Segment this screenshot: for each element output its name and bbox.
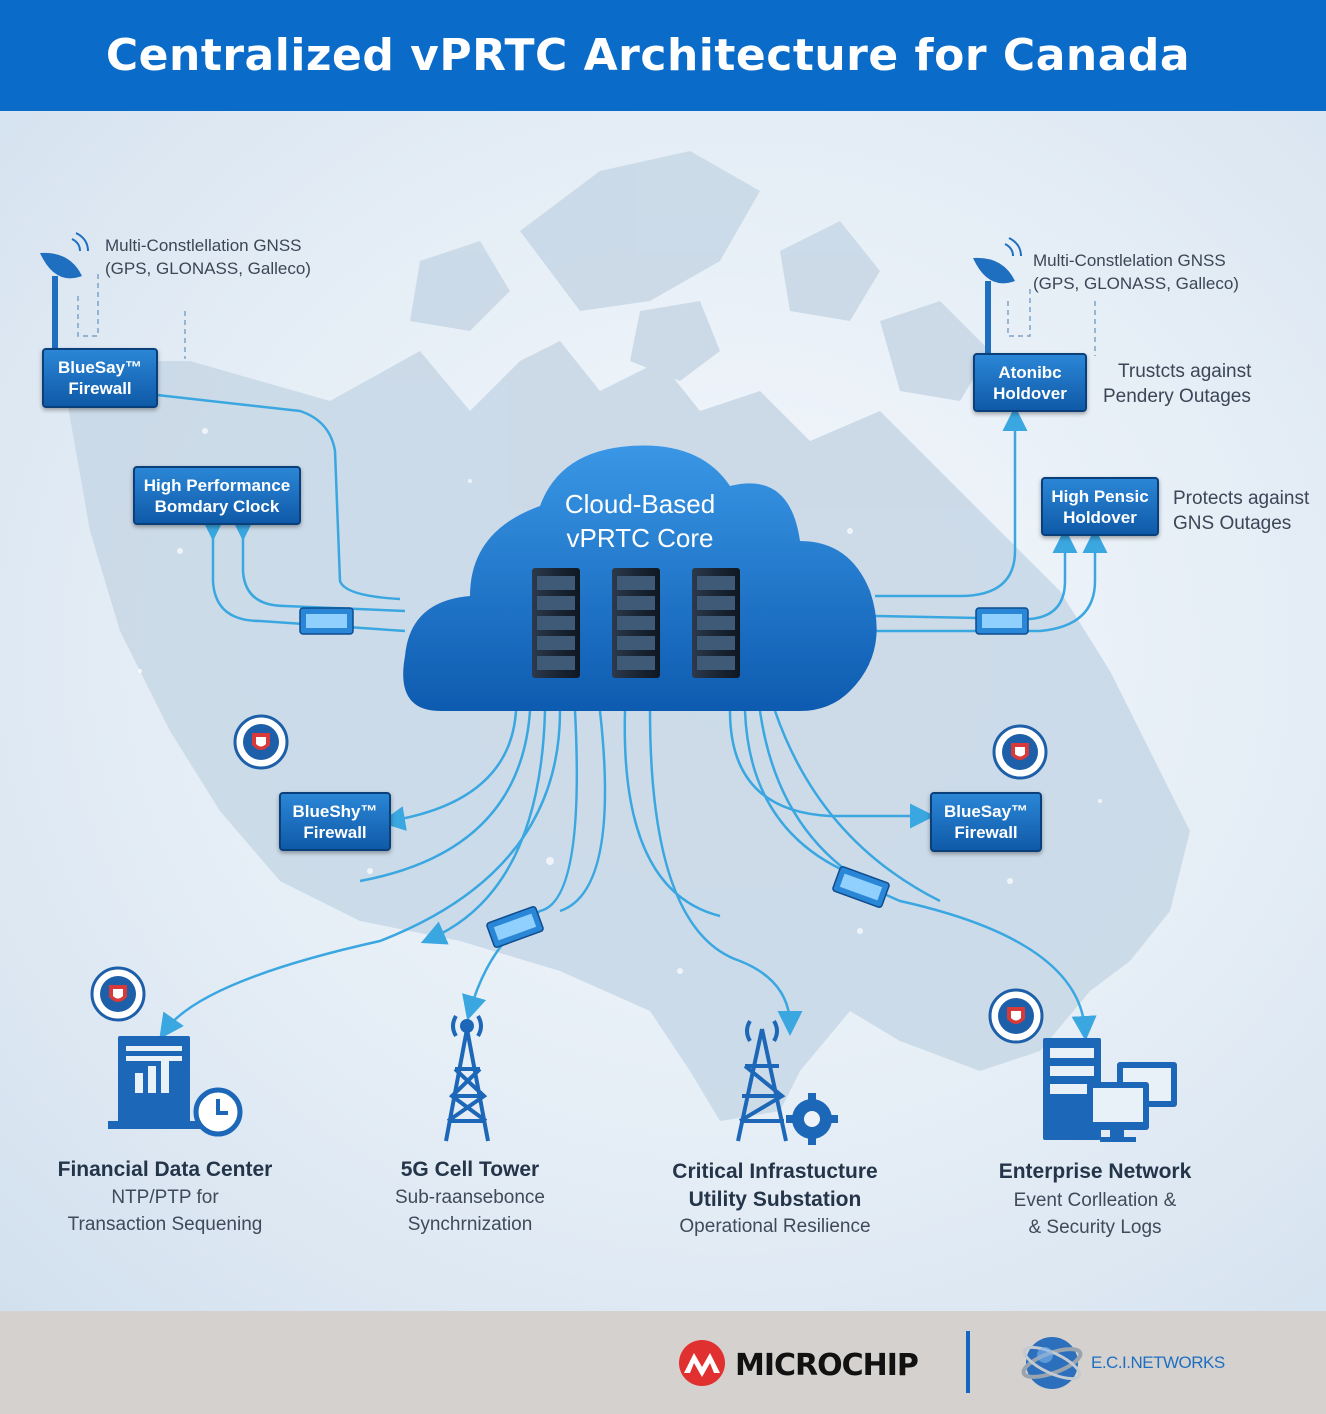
- boundary-clock-line2: Bomdary Clock: [154, 496, 280, 516]
- data-center-icon: [108, 1036, 240, 1134]
- cloud-line1: Cloud-Based: [564, 489, 716, 519]
- cell-tower-icon: [446, 1016, 488, 1141]
- microchip-wordmark: MICROCHIP: [735, 1348, 918, 1383]
- endpoint-celltower-sub: [360, 1184, 580, 1238]
- endpoint-celltower-sub2: Synchrnization: [407, 1214, 533, 1235]
- atomic-holdover-line1: Atonibc: [998, 362, 1062, 382]
- cloud-core-label: [520, 487, 760, 555]
- enterprise-network-icon: [1043, 1038, 1177, 1142]
- gnss-right-line1: Multi-Constlelation GNSS: [1033, 251, 1226, 270]
- firewall-box-top-left: [42, 348, 158, 408]
- cloud-line2: vPRTC Core: [566, 523, 714, 553]
- endpoint-financial-sub1: NTP/PTP for: [111, 1187, 219, 1208]
- diagram-canvas: [0, 111, 1326, 1311]
- endpoint-financial-title: Financial Data Center: [57, 1158, 273, 1181]
- endpoint-enterprise-sub1: Event Corlleation &: [1013, 1190, 1177, 1211]
- endpoint-financial-sub: [30, 1184, 300, 1238]
- footer-bar: [0, 1311, 1326, 1414]
- gnss-right-line2: (GPS, GLONASS, Galleco): [1033, 274, 1239, 293]
- high-perf-note-line2: GNS Outages: [1173, 513, 1292, 534]
- atomic-holdover-line2: Holdover: [993, 383, 1067, 403]
- firewall-top-left-line2: Firewall: [68, 379, 132, 398]
- endpoint-enterprise-sub: [960, 1187, 1230, 1241]
- endpoint-infra-title: [640, 1158, 910, 1214]
- endpoint-infra-title2: Utility Substation: [688, 1188, 862, 1211]
- endpoint-enterprise-title: Enterprise Network: [998, 1160, 1192, 1183]
- eci-globe-logo-icon: [1020, 1331, 1084, 1395]
- eci-networks-wordmark: E.C.I.NETWORKS: [1091, 1353, 1225, 1372]
- atomic-note-line2: Pendery Outages: [1103, 386, 1251, 407]
- atomic-note: [1103, 359, 1251, 409]
- firewall-box-mid-left: [279, 792, 391, 851]
- firewall-mid-right-line1: BlueSay™: [943, 802, 1029, 821]
- endpoint-infra-sub: Operational Resilience: [679, 1216, 871, 1237]
- high-perf-note-line1: Protects against: [1173, 488, 1310, 509]
- endpoint-celltower-sub1: Sub-raansebonce: [395, 1187, 545, 1208]
- endpoint-financial-sub2: Transaction Sequening: [67, 1214, 263, 1235]
- page-title: Centralized vPRTC Architecture for Canada: [105, 30, 1191, 81]
- footer-divider: [966, 1331, 970, 1393]
- endpoint-infra-title1: Critical Infrastucture: [672, 1160, 878, 1183]
- microchip-logo-icon: [676, 1339, 728, 1387]
- satellite-dish-icon-right: [973, 238, 1021, 356]
- gnss-left-line2: (GPS, GLONASS, Galleco): [105, 259, 311, 278]
- high-perf-note: [1173, 486, 1309, 536]
- firewall-mid-left-line2: Firewall: [303, 822, 367, 842]
- gnss-label-right: [1033, 249, 1239, 295]
- atomic-note-line1: Trustcts against: [1118, 361, 1252, 382]
- boundary-clock-line1: High Performance: [143, 475, 291, 495]
- firewall-box-mid-right: [930, 792, 1042, 852]
- satellite-dish-icon-left: [40, 233, 88, 351]
- gnss-left-line1: Multi-Constlellation GNSS: [105, 236, 302, 255]
- gnss-label-left: [105, 234, 311, 280]
- firewall-top-left-line1: BlueSay™: [57, 358, 143, 377]
- server-rack-icons: [532, 568, 740, 678]
- endpoint-enterprise-sub2: & Security Logs: [1028, 1217, 1162, 1238]
- firewall-mid-left-line1: BlueShy™: [292, 801, 378, 821]
- boundary-clock-box: [133, 466, 301, 525]
- atomic-holdover-box: [973, 353, 1087, 412]
- high-perf-holdover-line2: Holdover: [1063, 507, 1137, 527]
- high-perf-holdover-line1: High Pensic: [1051, 486, 1149, 506]
- header-bar: [0, 0, 1326, 111]
- endpoint-celltower-title: 5G Cell Tower: [400, 1158, 540, 1181]
- firewall-mid-right-line2: Firewall: [954, 823, 1018, 842]
- high-perf-holdover-box: [1041, 477, 1159, 536]
